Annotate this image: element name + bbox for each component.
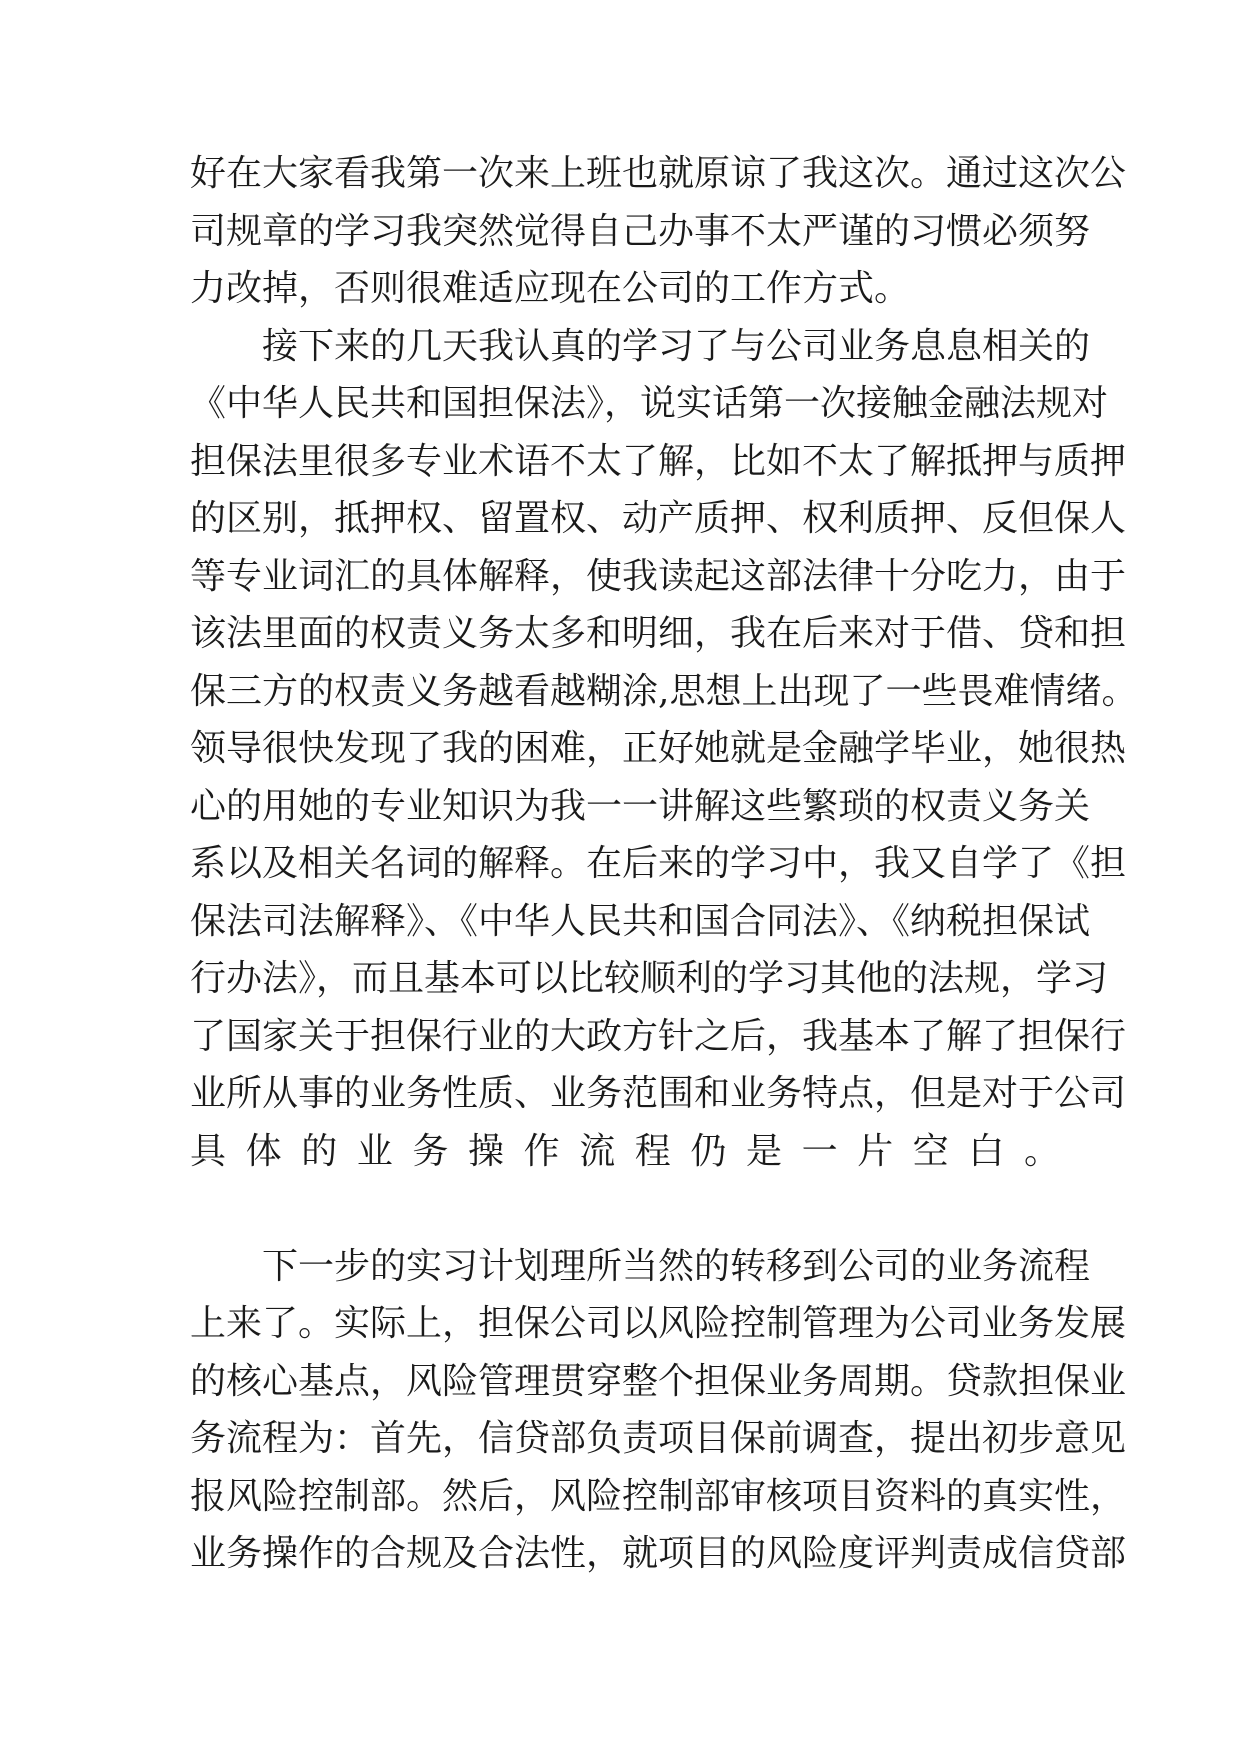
text-line: 接下来的几天我认真的学习了与公司业务息息相关的 xyxy=(262,325,1091,367)
body-text xyxy=(190,145,1138,1583)
text-line: 了国家关于担保行业的大政方针之后，我基本了解了担保行 xyxy=(190,1015,1127,1057)
text-line: 业所从事的业务性质、业务范围和业务特点，但是对于公司 xyxy=(190,1073,1127,1114)
text-line: 的核心基点，风险管理贯穿整个担保业务周期。贷款担保业 xyxy=(190,1360,1127,1402)
text-line: 等专业词汇的具体解释，使我读起这部法律十分吃力，由于 xyxy=(190,555,1127,597)
text-line: 领导很快发现了我的困难，正好她就是金融学毕业，她很热 xyxy=(190,728,1127,769)
paragraph-3 xyxy=(190,1238,1127,1583)
text-line: 下一步的实习计划理所当然的转移到公司的业务流程 xyxy=(262,1245,1091,1287)
text-line: 力改掉，否则很难适应现在公司的工作方式。 xyxy=(190,268,911,309)
paragraph-1 xyxy=(190,145,1127,318)
text-line: 业务操作的合规及合法性，就项目的风险度评判责成信贷部 xyxy=(190,1533,1127,1574)
text-line: 好在大家看我第一次来上班也就原谅了我这次。通过这次公 xyxy=(190,153,1127,194)
text-line: 行办法》，而且基本可以比较顺利的学习其他的法规，学习 xyxy=(190,958,1109,999)
text-line: 《中华人民共和国担保法》，说实话第一次接触金融法规对 xyxy=(190,383,1109,424)
text-line: 的区别，抵押权、留置权、动产质押、权利质押、反但保人 xyxy=(190,498,1127,539)
text-line: 报风险控制部。然后，风险控制部审核项目资料的真实性， xyxy=(190,1475,1127,1517)
text-line: 具体的业务操作流程仍是一片空白。 xyxy=(190,1130,1060,1172)
text-line: 心的用她的专业知识为我一一讲解这些繁琐的权责义务关 xyxy=(190,785,1091,827)
text-line: 系以及相关名词的解释。在后来的学习中，我又自学了《担 xyxy=(190,843,1127,884)
text-line: 该法里面的权责义务太多和明细，我在后来对于借、贷和担 xyxy=(190,613,1127,654)
text-line: 保三方的权责义务越看越糊涂,思想上出现了一些畏难情绪。 xyxy=(190,670,1138,712)
text-line: 务流程为：首先，信贷部负责项目保前调查，提出初步意见 xyxy=(190,1418,1127,1459)
text-line: 保法司法解释》、《中华人民共和国合同法》、《纳税担保试 xyxy=(190,900,1091,942)
text-line: 司规章的学习我突然觉得自己办事不太严谨的习惯必须努 xyxy=(190,210,1091,252)
paragraph-2 xyxy=(190,318,1138,1238)
text-line: 担保法里很多专业术语不太了解，比如不太了解抵押与质押 xyxy=(190,440,1127,482)
text-line: 上来了。实际上，担保公司以风险控制管理为公司业务发展 xyxy=(190,1303,1127,1344)
text-line xyxy=(190,1180,1060,1238)
